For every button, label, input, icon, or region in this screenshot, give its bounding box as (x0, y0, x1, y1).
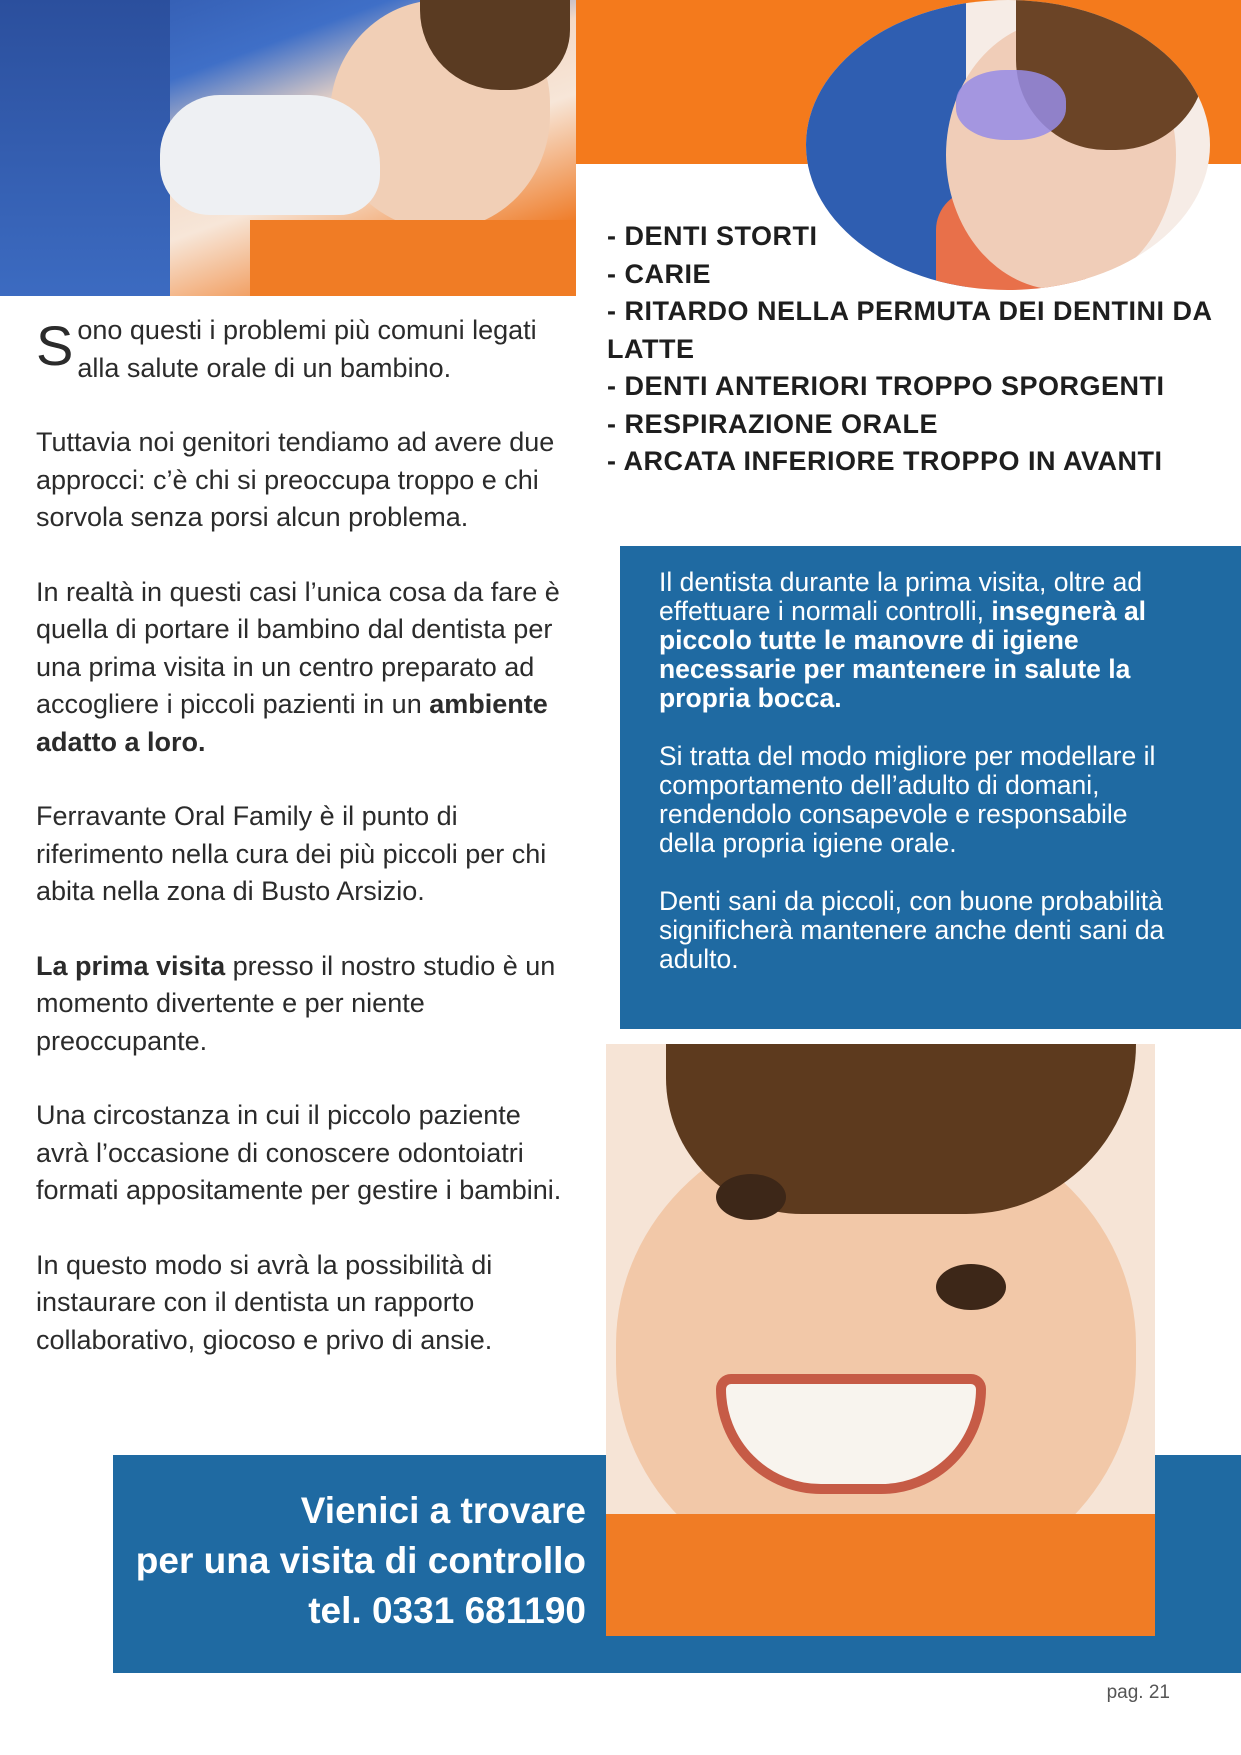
photo-smiling-boy (606, 1044, 1155, 1636)
intro-text: ono questi i problemi più comuni legati alla salute orale di un bambino. (77, 315, 537, 383)
cta-line-1: Vienici a trovare (300, 1490, 586, 1531)
paragraph-first-visit (36, 948, 566, 1061)
info-emphasis: insegnerà al piccolo tutte le manovre di igiene necessarie per mantenere in salute la propria bocca. (659, 596, 1147, 713)
info-box-content (659, 568, 1169, 1003)
dentist-sleeve (0, 0, 170, 296)
child-shirt (250, 220, 576, 296)
paragraph-text: In realtà in questi casi l’unica cosa da fare è quella di portare il bambino dal dentista per una prima visita in un centro preparato ad accogliere i piccoli pazienti in un (36, 576, 560, 719)
cta-text (113, 1486, 586, 1636)
cta-line-2: per una visita di controllo (135, 1540, 586, 1581)
paragraph-relationship: In questo modo si avrà la possibilità di instaurare con il dentista un rapporto collaborativo, giocoso e privo di ansie. (36, 1249, 493, 1355)
problem-item: - DENTI ANTERIORI TROPPO SPORGENTI (607, 371, 1165, 401)
boy-shirt (606, 1514, 1155, 1636)
paragraph-emphasis: La prima visita (36, 950, 226, 981)
main-text-column (36, 312, 566, 1396)
boy-eye-left (716, 1174, 786, 1220)
info-text: Il dentista durante la prima visita, oltre ad effettuare i normali controlli, (659, 567, 1143, 626)
problem-item: - CARIE (607, 258, 711, 289)
problems-list (607, 218, 1227, 481)
intro-paragraph (36, 312, 566, 387)
drop-cap: S (36, 314, 74, 377)
paragraph-approaches: Tuttavia noi genitori tendiamo ad avere due approcci: c’è chi si preoccupa troppo e chi sorvola senza porsi alcun problema. (36, 427, 555, 532)
paragraph-clinic-reference: Ferravante Oral Family è il punto di riferimento nella cura dei più piccoli per chi abita nella zona di Busto Arsizio. (36, 801, 547, 906)
page-number: pag. 21 (1106, 1682, 1170, 1703)
paragraph-occasion: Una circostanza in cui il piccolo paziente avrà l’occasione di conoscere odontoiatri formati appositamente per gestire i bambini. (36, 1100, 562, 1205)
problem-item: - RESPIRAZIONE ORALE (607, 408, 939, 439)
dentist-glove (160, 95, 380, 215)
info-box (620, 546, 1241, 1029)
problem-item: - DENTI STORTI (607, 221, 818, 251)
photo-child-dental-exam (0, 0, 576, 296)
cta-phone: tel. 0331 681190 (308, 1590, 586, 1631)
paragraph-text: presso il nostro studio è un momento divertente e per niente preoccupante. (36, 950, 556, 1056)
nasal-mask (956, 70, 1066, 140)
problem-item: - RITARDO NELLA PERMUTA DEI DENTINI DA LATTE (607, 296, 1212, 364)
info-paragraph-2: Si tratta del modo migliore per modellare il comportamento dell’adulto di domani, rendendolo consapevole e responsabile della propria igiene orale. (659, 741, 1156, 858)
problem-item: - ARCATA INFERIORE TROPPO IN AVANTI (607, 446, 1163, 476)
paragraph-emphasis: ambiente adatto a loro. (36, 689, 548, 757)
boy-eye-right (936, 1264, 1006, 1310)
info-paragraph-3: Denti sani da piccoli, con buone probabilità significherà mantenere anche denti sani da adulto. (659, 886, 1165, 974)
info-paragraph-1 (659, 568, 1169, 713)
paragraph-first-visit-advice (36, 574, 566, 762)
